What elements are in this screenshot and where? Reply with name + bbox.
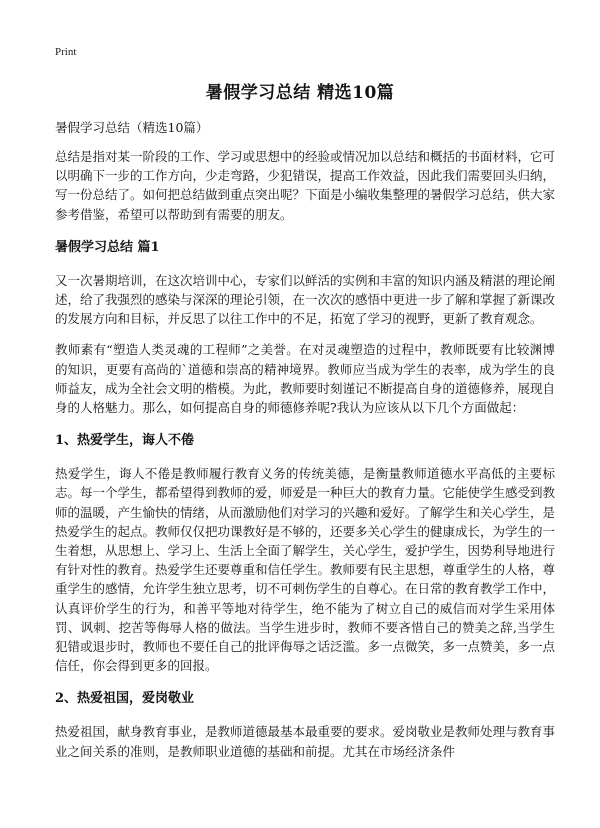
paragraph-2: 教师素有“塑造人类灵魂的工程师”之美誉。在对灵魂塑造的过程中，教师既要有比较渊博的知识，更要有高尚的`道德和崇高的精神境界。教师应当成为学生的表率，成为学生的良师益友，成为全社会文明的楷模。为此，教师要时刻谨记不断提高自身的道德修养，展现自身的人格魅力。那么，如何提高自身的师德修养呢?我认为应该从以下几个方面做起： bbox=[55, 342, 556, 416]
document-title: 暑假学习总结 精选10篇 bbox=[205, 83, 395, 103]
article-heading: 暑假学习总结 篇1 bbox=[55, 239, 160, 255]
intro-paragraph: 总结是指对某一阶段的工作、学习或思想中的经验或情况加以总结和概括的书面材料，它可以明确下一步的工作方向，少走弯路，少犯错误，提高工作效益，因此我们需要回头归纳，写一份总结了。如何把总结做到重点突出呢？下面是小编收集整理的暑假学习总结，供大家参考借鉴，希望可以帮助到有需要的朋友。 bbox=[55, 149, 556, 222]
document-subtitle: 暑假学习总结（精选10篇） bbox=[55, 120, 209, 135]
section-2-heading: 2、热爱祖国，爱岗敬业 bbox=[55, 691, 195, 707]
paragraph-1: 又一次暑期培训，在这次培训中心，专家们以鲜活的实例和丰富的知识内涵及精湛的理论阐述，给了我强烈的感染与深深的理论引领，在一次次的感悟中更进一步了解和掌握了新课改的发展方向和目标，并反思了以往工作中的不足，拓宽了学习的视野，更新了教育观念。 bbox=[55, 272, 556, 327]
section-1-paragraph: 热爱学生，诲人不倦是教师履行教育义务的传统美德，是衡量教师道德水平高低的主要标志。每一个学生，都希望得到教师的爱，师爱是一种巨大的教育力量。它能使学生感受到教师的温暖，产生愉快的情绪，从而激励他们对学习的兴趣和爱好。了解学生和关心学生，是热爱学生的起点。教师仅仅把功课教好是不够的，还要多关心学生的健康成长，为学生的一生着想，从思想上、学习上、生活上全面了解学生，关心学生，爱护学生，因势利导地进行有针对性的教育。热爱学生还要尊重和信任学生。教师要有民主思想，尊重学生的人格，尊重学生的感情，允许学生独立思考，切不可刺伤学生的自尊心。在日常的教育教学工作中，认真评价学生的行为，和善平等地对待学生，绝不能为了树立自己的威信而对学生采用体罚、讽刺、挖苦等侮辱人格的做法。当学生进步时，教师不要吝惜自己的赞美之辞,当学生犯错或退步时，教师也不要任自己的批评侮辱之话泛滥。多一点微笑，多一点赞美，多一点信任，你会得到更多的回报。 bbox=[55, 466, 556, 674]
document-body bbox=[55, 118, 555, 773]
section-2-paragraph: 热爱祖国，献身教育事业，是教师道德最基本最重要的要求。爱岗敬业是教师处理与教育事业之间关系的准则，是教师职业道德的基础和前提。尤其在市场经济条件 bbox=[55, 724, 556, 759]
print-label: Print bbox=[55, 46, 77, 58]
section-1-heading: 1、热爱学生，诲人不倦 bbox=[55, 433, 195, 449]
